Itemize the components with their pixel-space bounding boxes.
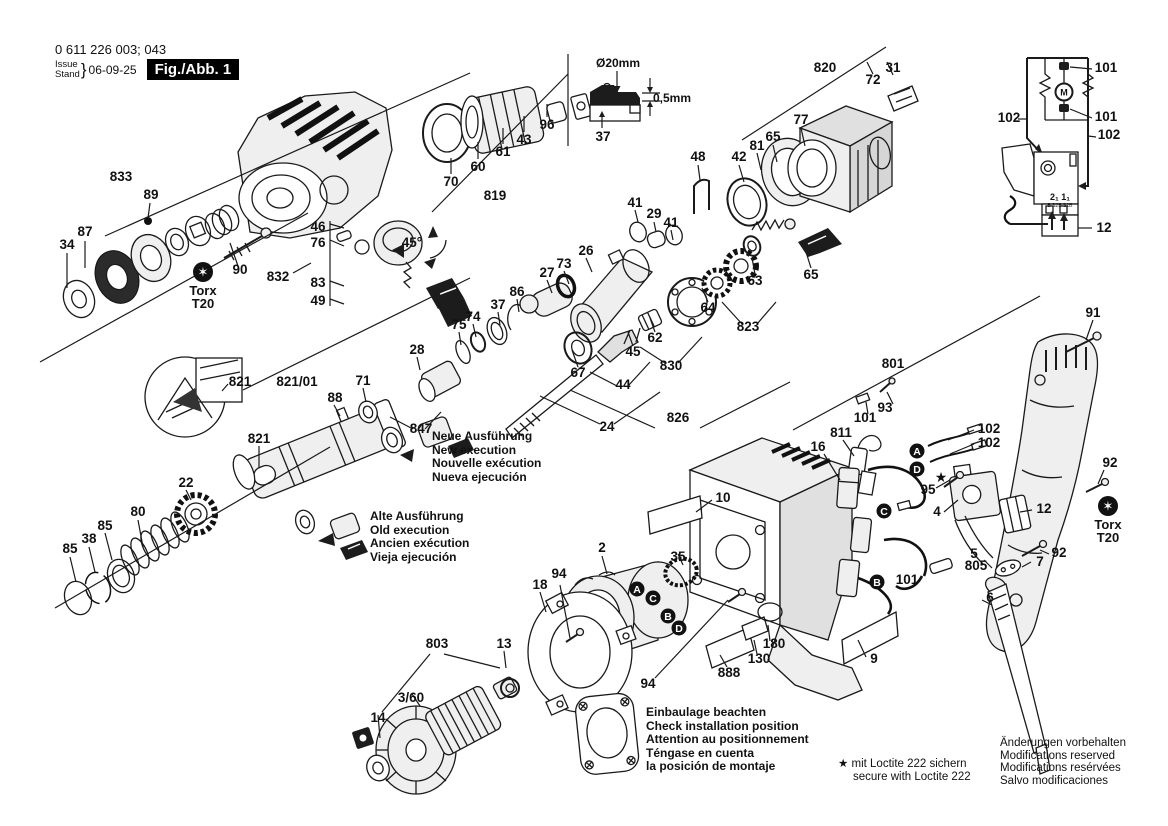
part-label: 80 [130,504,146,519]
part-label: 801 [881,356,905,371]
part-label: 5 [970,546,978,561]
part-label: 34 [59,237,75,252]
part-label: 101 [853,410,877,425]
leader-line [540,396,600,424]
part-label: 45 [625,344,641,359]
part-label: 888 [717,665,741,680]
part-label: 811 [830,425,852,440]
part-label: 61 [495,144,511,159]
part-label: 27 [539,265,555,280]
leader-line [105,533,112,560]
part-label: 41 [663,215,679,230]
note-new-execution: Neue Ausführung New execution Nouvelle exécution Nueva ejecución [432,429,542,484]
part-label: 48 [690,149,706,164]
leader-line [671,230,673,240]
leader-line [417,357,420,370]
leader-line [70,557,76,582]
wire-badge-letter: C [880,505,888,518]
part-label: 65 [765,129,781,144]
part-label: 63 [747,273,763,288]
part-label: 101 [895,572,919,587]
spindle-assembly [60,391,407,618]
part-label: 830 [659,358,683,373]
part-label: 31 [885,60,901,75]
part-label: 24 [599,419,615,434]
part-label: 72 [865,72,881,87]
torx-size-label: T20 [1096,530,1120,545]
spindle-detail-circle [145,357,242,437]
part-label: 22 [178,475,194,490]
part-label: 93 [877,400,893,415]
inset-diameter-label: Ø20mm [595,56,641,70]
wire-badge-letter: A [913,445,921,458]
part-label: 28 [409,342,425,357]
note-old-execution: Alte Ausführung Old execution Ancien exécution Vieja ejecución [370,509,470,564]
leader-line [757,153,761,170]
torx-size-label: T20 [191,296,215,311]
part-number: 0 611 226 003; 043 [55,42,167,57]
inset-thickness-label: 0,5mm [652,91,692,105]
part-label: 821 [228,374,252,389]
torx-icon-glyph: ✶ [197,265,209,281]
leader-line [89,547,95,572]
part-label: 833 [109,169,133,184]
leader-line [614,392,660,424]
leader-line [757,302,776,324]
part-label: 12 [1036,501,1052,516]
leader-line [459,332,461,345]
field-housing [788,86,918,212]
part-label: 101 [1094,109,1118,124]
part-label: 46 [310,219,326,234]
part-label: 90 [232,262,248,277]
part-label: 87 [77,224,93,239]
part-label: 803 [425,636,449,651]
part-label: 70 [443,174,459,189]
leader-line [793,296,1040,430]
leader-line [948,430,974,440]
wire-badge-letter: D [913,463,921,476]
leader-line [700,382,790,428]
leader-line [628,362,650,386]
wire-badge-letter: D [675,622,683,635]
wire-badge-letter: B [664,610,672,623]
inset-detail [590,56,691,144]
part-label: 14 [370,710,386,725]
leader-line [330,281,344,286]
part-label: 88 [327,390,343,405]
leader-line [635,210,638,222]
wire-badge-letter: A [633,583,641,596]
part-label: 832 [266,269,290,284]
leader-line [473,324,476,337]
chuck-parts [58,203,242,323]
leader-line [504,651,506,668]
part-label: 4 [933,504,941,519]
part-label: 821 [247,431,271,446]
switch-terminal-label: 2₁ 1₁ [1050,192,1070,202]
part-label: 83 [310,275,326,290]
leader-line [55,447,330,608]
part-label: 823 [736,319,760,334]
part-label: 102 [977,421,1001,436]
leader-line [444,654,500,668]
switch-terminal-sublabel: B S2B S1B [1047,203,1073,209]
note-modifications: Änderungen vorbehalten Modifications reserved Modifications resérvées Salvo modificaciones [1000,737,1126,787]
issue-stand-label: Issue Stand [55,58,80,80]
part-label: 45° [401,235,423,250]
part-label: 18 [532,577,548,592]
issue-date: 06-09-25 [88,62,137,77]
part-label: 101 [1094,60,1118,75]
note-loctite: ★ mit Loctite 222 sichern secure with Loctite 222 [838,758,971,783]
part-label: 7 [1036,554,1044,569]
part-label: 102 [1097,127,1121,142]
part-label: 44 [615,377,631,392]
part-label: 92 [1051,545,1067,560]
old-execution-parts [292,508,368,560]
figure-label: Fig./Abb. 1 [147,59,240,80]
part-label: 35 [670,549,686,564]
part-label: 26 [578,243,594,258]
part-label: 9 [870,651,878,666]
part-label: 180 [762,636,786,651]
part-label: 13 [496,636,512,651]
part-label: 81 [749,138,765,153]
part-label: 89 [143,187,159,202]
part-label: 16 [810,439,826,454]
wire-badge-letter: C [649,592,657,605]
part-label: 92 [1102,455,1118,470]
part-label: 2 [598,540,606,555]
part-label: 29 [646,206,662,221]
leader-line [654,222,656,232]
part-label: 91 [1085,305,1101,320]
leader-line [517,299,519,312]
part-label: 73 [556,256,572,271]
part-label: 819 [483,188,507,203]
part-label: 820 [813,60,837,75]
gear-housing [238,92,392,238]
part-label: 12 [1096,220,1112,235]
part-label: 41 [627,195,643,210]
part-label: 76 [310,235,326,250]
leader-line [138,520,143,547]
motor-symbol-label: M [1060,87,1068,98]
part-label: 85 [97,518,113,533]
part-label: 102 [997,110,1021,125]
torx-icon-glyph: ✶ [1102,499,1114,515]
part-label: 67 [570,365,586,380]
leader-line [363,388,366,402]
part-label: 42 [731,149,747,164]
loctite-star-icon: ★ [934,470,948,486]
part-label: 86 [509,284,525,299]
leader-line [330,299,344,304]
tube-group [423,84,611,163]
part-label: 94 [551,566,567,581]
leader-line [1086,320,1093,340]
part-label: 3/60 [397,690,425,705]
part-label: 847 [409,421,433,436]
installation-plate [574,692,640,776]
part-label: 60 [470,159,486,174]
part-label: 94 [640,676,656,691]
part-label: 130 [747,651,771,666]
part-label: 821/01 [276,374,318,389]
part-label: 37 [490,297,506,312]
part-label: 96 [539,117,555,132]
leader-line [590,372,617,386]
part-label: 75 [451,317,467,332]
note-installation: Einbaulage beachten Check installation position Attention au positionnement Téngase en cuenta la posición de montaje [646,705,809,773]
part-label: 6 [986,590,994,605]
torx-label: Torx [189,283,217,298]
part-label: 826 [666,410,690,425]
part-label: 77 [793,112,809,127]
wire-badge-letter: B [873,576,881,589]
part-label: 64 [700,300,716,315]
leader-line [586,258,592,272]
title-block [55,42,239,80]
part-label: 62 [647,330,663,345]
armature [352,676,519,794]
part-label: 49 [310,293,326,308]
torx-label: Torx [1094,517,1122,532]
brace-glyph: } [80,59,87,79]
leader-line [602,556,607,574]
leader-line [293,263,311,273]
part-label: 102 [977,435,1001,450]
inset-part-label: 37 [595,129,611,144]
part-label: 95 [920,482,936,497]
part-label: 38 [81,531,97,546]
part-label: 65 [803,267,819,282]
part-label: 10 [715,490,731,505]
part-label: 85 [62,541,78,556]
part-label: 71 [355,373,371,388]
part-label: 805 [964,558,988,573]
wiring-schematic [1002,58,1093,236]
leader-line [1088,136,1096,137]
part-label: 43 [516,132,532,147]
part-label: 74 [465,309,481,324]
leader-line [698,165,700,180]
